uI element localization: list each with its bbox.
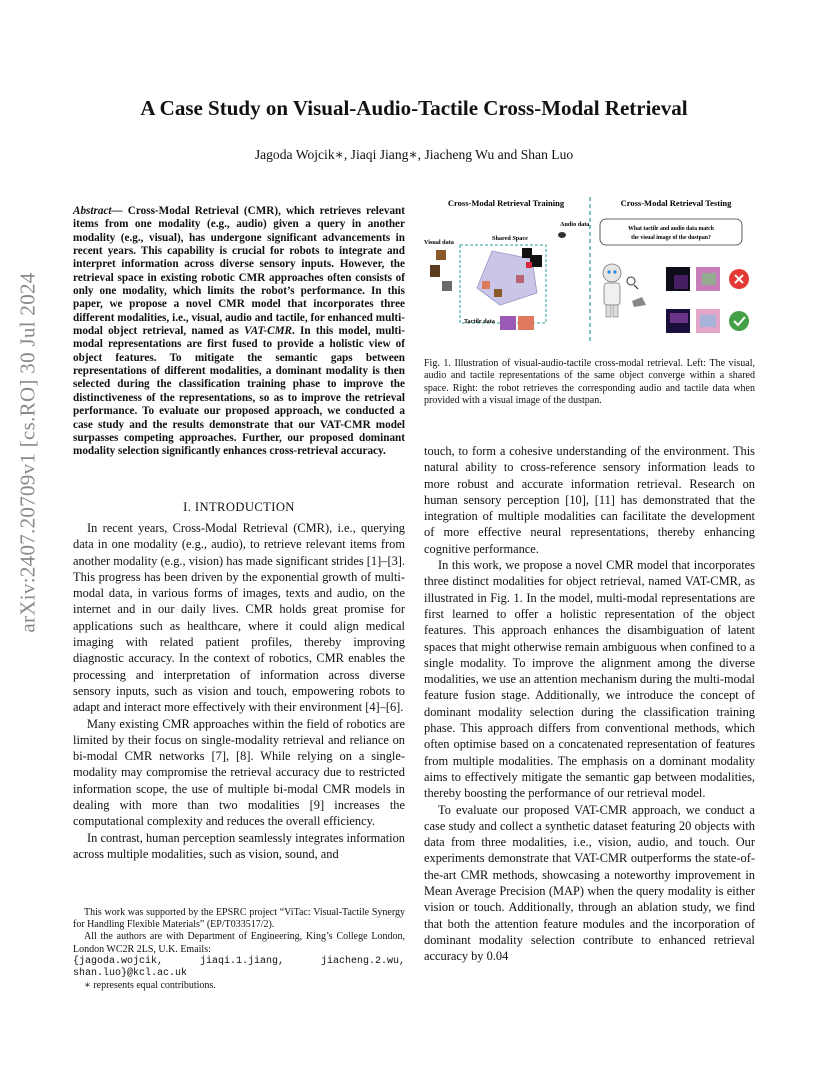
tactile-sample [516, 275, 524, 283]
paragraph: In this work, we propose a novel CMR model that incorporates three distinct modalities for object retrieval, named VAT-CMR, as illustrated in Fig. 1. In the model, multi-modal representations are first learned to offer a holistic representation of the object features. This approach enhances the disambiguation of latent spaces that might otherwise remain ambiguous when confined to a single modality. To improve the alignment among the diverse modalities, we use an attention mechanism during the multi-modal feature fusion stage. Additionally, we introduce the concept of dominant modality selection during the classification training phase. This approach differs from conventional methods, which often optimise based on a concatenated representation of features from multiple modalities. The emphasis on a dominant modality aims to effectively mitigate the semantic gap between modalities, thereby boosting the performance of our retrieval model. [424, 558, 755, 801]
visual-object-icon [436, 250, 446, 260]
robot-head-icon [603, 264, 621, 282]
paragraph: To evaluate our proposed VAT-CMR approach, we conduct a case study and collect a synthetic dataset featuring 20 objects with data from three modalities, i.e., vision, audio, and touch. Our experiments demonstrate that VAT-CMR outperforms the state-of-the-art CMR methods, showcasing a noteworthy improvement in Mean Average Precision (MAP) when the query modality is either vision or touch. Additionally, through an ablation study, we find that both the attention feature modules and the incorporation of dominant modality selection contribute to enhanced retrieval accuracy by 0.04 [424, 802, 755, 964]
left-column-body [73, 520, 405, 862]
figure-shared-space-label: Shared Space [492, 235, 528, 242]
abstract-label: Abstract— [73, 205, 123, 217]
robot-eye [613, 270, 616, 273]
shared-space-region [477, 251, 537, 305]
tactile-sample [494, 289, 502, 297]
tactile-image [518, 316, 534, 330]
abstract-text-2: . In this model, multi-modal representations are first fused to provide a holistic view of object features. To mitigate the semantic gaps between representations of different modalities, a dominant modality is then selected during the classification training phase to improve the distinctiveness of the representations, so as to improve the retrieval performance. To evaluate our proposed approach, we conducted a case study and the results demonstrate that our VAT-CMR model surpasses competing approaches. Further, our proposed dominant modality selection significantly enhances cross-retrieval accuracy. [73, 325, 405, 458]
paragraph: In recent years, Cross-Modal Retrieval (CMR), i.e., querying data in one modality (e.g., audio), to retrieve relevant items from another modality (e.g., vision) has made significant strides [1]–[3]. This progress has been driven by the exponential growth of multi-modal data, in various forms of images, texts and audio, on the internet and in our daily lives. CMR holds great promise for applications such as healthcare, where it could align medical imaging with related patient profiles, thereby improving diagnostic accuracy. In the context of robotics, CMR enables the processing and interpretation of information across diverse sensory inputs, such as vision and touch, empowering robots to adapt and interact more effectively with their environment [4]–[6]. [73, 521, 405, 715]
footnote [73, 906, 405, 992]
robot-eye [607, 270, 610, 273]
paragraph: Many existing CMR approaches within the field of robotics are limited by their focus on single-modality retrieval and reliance on bi-modal CMR networks [7], [8]. While relying on a single-modality may compromise the retrieval accuracy due to restricted information scope, the use of multiple bi-modal CMR models in dealing with more than two modalities [9] increases the computational complexity and reduces the overall efficiency. [73, 716, 405, 829]
figure-tactile-label: Tactile data [464, 318, 495, 325]
right-column-body [424, 443, 755, 965]
abstract-model-name: VAT-CMR [244, 325, 293, 338]
correct-mark-icon [729, 311, 749, 331]
paper-title: A Case Study on Visual-Audio-Tactile Cross-Modal Retrieval [140, 96, 688, 120]
audio-result-correct-overlay [700, 315, 716, 327]
paragraph: In contrast, human perception seamlessly integrates information across multiple modalities, such as vision, sound, and [73, 830, 405, 861]
robot-body-icon [604, 283, 620, 305]
footnote-equal-contribution: ∗ represents equal contributions. [84, 980, 216, 992]
figure-1 [422, 193, 756, 345]
figure-testing-title: Cross-Modal Retrieval Testing [620, 198, 732, 208]
audio-device-icon [558, 232, 566, 238]
abstract [73, 205, 405, 459]
footnote-affiliation: All the authors are with Department of Engineering, King’s College London, London WC2R 2LS, U.K. Emails: [73, 931, 405, 955]
figure-training-title: Cross-Modal Retrieval Training [447, 198, 565, 208]
query-speech-bubble [600, 219, 742, 245]
visual-object-icon [430, 265, 440, 277]
robot-leg [613, 305, 618, 317]
tactile-result-correct-overlay [670, 313, 688, 323]
dustpan-icon [632, 297, 646, 307]
figure-audio-label: Audio data [560, 221, 590, 228]
paper-authors: Jagoda Wojcik∗, Jiaqi Jiang∗, Jiacheng Wu and Shan Luo [254, 147, 574, 162]
audio-result-wrong-overlay [702, 273, 716, 285]
magnifier-handle [634, 285, 638, 289]
tactile-sample [482, 281, 490, 289]
visual-object-icon [442, 281, 452, 291]
tactile-image [500, 316, 516, 330]
magnifier-icon [627, 277, 635, 285]
robot-leg [606, 305, 611, 317]
tactile-result-wrong-overlay [674, 275, 688, 289]
arxiv-identifier [8, 160, 48, 760]
section-heading: I. INTRODUCTION [183, 500, 295, 514]
paragraph: touch, to form a cohesive understanding of the environment. This natural ability to cross-reference sensory information leads to more robust and accurate information retrieval. Research on human sensory perception [10], [11] has demonstrated that the integration of multiple modalities can facilitate the development of more effective neural representations, thereby enhancing cognitive performance. [424, 444, 755, 556]
figure-caption: Fig. 1. Illustration of visual-audio-tactile cross-modal retrieval. Left: The visual, audio and tactile representations of the same object converge within a shared space. Right: the robot retrieves the corresponding audio and tactile data when provided with a visual image of the dustpan. [424, 358, 755, 406]
footnote-emails[interactable]: {jagoda.wojcik, jiaqi.1.jiang, jiacheng.2.wu, shan.luo}@kcl.ac.uk [73, 955, 405, 980]
arxiv-identifier-text: arXiv:2407.20709v1 [cs.RO] 30 Jul 2024 [15, 272, 40, 633]
figure-visual-label: Visual data [424, 239, 454, 246]
figure-1-svg [422, 193, 756, 345]
footnote-funding: This work was supported by the EPSRC project “ViTac: Visual-Tactile Synergy for Handling Flexible Materials” (EP/T033517/2). [73, 907, 405, 931]
audio-sample [526, 262, 532, 268]
query-bubble-line-1: What tactile and audio data match [628, 226, 714, 232]
query-bubble-line-2: the visual image of the dustpan? [631, 235, 711, 241]
abstract-text: Cross-Modal Retrieval (CMR), which retrieves relevant items from one modality (e.g., audio) given a query in another modality (e.g., visual), has undergone significant advancements in recent years. This capability is crucial for robots to integrate and interpret information across diverse sensory inputs. However, the retrieval space in existing robotic CMR approaches often consists of only one modality, which limits the robot’s performance. In this paper, we propose a novel CMR model that incorporates three different modalities, i.e., visual, audio and tactile, for enhanced multi-modal object retrieval, named as [73, 205, 405, 338]
